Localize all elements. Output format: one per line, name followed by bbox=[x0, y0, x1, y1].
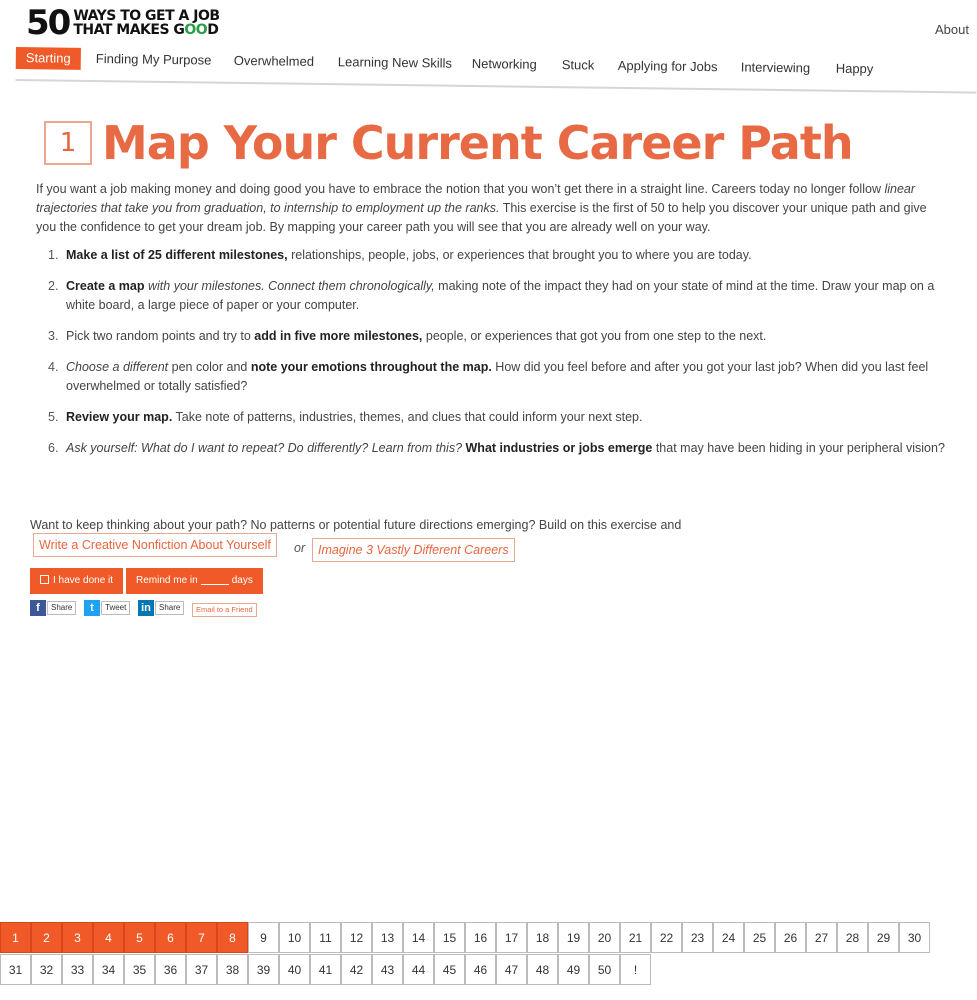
step-pre: Pick two random points and try to bbox=[66, 329, 255, 343]
step-bold: note your emotions throughout the map. bbox=[250, 360, 492, 374]
remind-me-button[interactable] bbox=[126, 568, 263, 594]
logo-line-2-oo: OO bbox=[184, 22, 208, 38]
remind-label-start: Remind me in bbox=[136, 575, 198, 586]
step-text bbox=[66, 327, 766, 346]
exercise-page-link[interactable]: 38 bbox=[217, 954, 248, 985]
exercise-page-link[interactable]: 9 bbox=[248, 922, 279, 953]
nav-tab-stuck[interactable]: Stuck bbox=[561, 57, 595, 73]
exercise-page-link[interactable]: 11 bbox=[310, 922, 341, 953]
exercise-page-link[interactable]: 39 bbox=[248, 954, 279, 985]
exercise-page-link[interactable]: 42 bbox=[341, 954, 372, 985]
facebook-share-label: Share bbox=[47, 601, 76, 615]
nav-tab-happy[interactable]: Happy bbox=[835, 60, 874, 77]
exercise-page-link[interactable]: 5 bbox=[124, 922, 155, 953]
step-bold: Review your map. bbox=[66, 410, 173, 424]
twitter-share-label: Tweet bbox=[101, 601, 130, 615]
step-number: 4. bbox=[48, 360, 59, 374]
step-text bbox=[66, 358, 948, 396]
step-item bbox=[48, 408, 948, 427]
exercise-page-link[interactable]: 12 bbox=[341, 922, 372, 953]
step-rest: How did you feel before and after you got your last job? When did you last feel overwhelmed or totally satisfied? bbox=[66, 360, 929, 393]
step-item bbox=[48, 358, 948, 396]
site-logo[interactable] bbox=[26, 3, 220, 43]
step-number: 3. bbox=[48, 329, 59, 343]
exercise-page-link[interactable]: 15 bbox=[434, 922, 465, 953]
linkedin-share-button[interactable] bbox=[138, 600, 184, 616]
exercise-page-link[interactable]: 47 bbox=[496, 954, 527, 985]
exercise-page-link[interactable]: 8 bbox=[217, 922, 248, 953]
step-italic: with your milestones. Connect them chronologically, bbox=[144, 279, 435, 293]
exercise-page-link[interactable]: 40 bbox=[279, 954, 310, 985]
nav-tab-applying-for-jobs[interactable]: Applying for Jobs bbox=[617, 57, 718, 75]
facebook-icon: f bbox=[30, 600, 46, 616]
exercise-page-link[interactable]: 23 bbox=[682, 922, 713, 953]
exercise-page-link[interactable]: 10 bbox=[279, 922, 310, 953]
step-number: 2. bbox=[48, 279, 59, 293]
step-bold: Make a list of 25 different milestones, bbox=[66, 248, 288, 262]
logo-number: 50 bbox=[26, 3, 70, 43]
logo-line-2 bbox=[73, 22, 218, 38]
exercise-page-link[interactable]: 7 bbox=[186, 922, 217, 953]
nav-tab-networking[interactable]: Networking bbox=[471, 55, 537, 72]
intro-part-1: If you want a job making money and doing good you have to embrace the notion that you won’t get there in a straight line. Careers today no longer follow bbox=[36, 182, 885, 196]
intro-emphasis: linear trajectories that take you from graduation, to internship to employment up the ranks. bbox=[36, 182, 916, 215]
step-number: 5. bbox=[48, 410, 59, 424]
exercise-page-link[interactable]: 22 bbox=[651, 922, 682, 953]
checkbox-icon bbox=[40, 575, 49, 584]
exercise-page-link[interactable]: 31 bbox=[0, 954, 31, 985]
related-exercise-link-creative-nonfiction[interactable]: Write a Creative Nonfiction About Yourself bbox=[33, 533, 277, 557]
step-rest: that may have been hiding in your peripheral vision? bbox=[652, 441, 945, 455]
exercise-page-link[interactable]: 20 bbox=[589, 922, 620, 953]
nav-tab-overwhelmed[interactable]: Overwhelmed bbox=[233, 52, 315, 69]
step-bold: add in five more milestones, bbox=[254, 329, 423, 343]
exercise-pager-row-2 bbox=[0, 954, 977, 985]
step-text bbox=[66, 408, 642, 427]
page-title: Map Your Current Career Path bbox=[102, 116, 853, 170]
linkedin-share-label: Share bbox=[155, 601, 184, 615]
related-exercise-link-vastly-different-careers[interactable]: Imagine 3 Vastly Different Careers bbox=[312, 538, 515, 562]
exercise-page-link[interactable]: 28 bbox=[837, 922, 868, 953]
remind-days-input[interactable] bbox=[201, 575, 229, 585]
step-item bbox=[48, 327, 948, 346]
step-item bbox=[48, 277, 948, 315]
exercise-page-link[interactable]: 25 bbox=[744, 922, 775, 953]
exercise-intro bbox=[36, 180, 941, 237]
step-bold: What industries or jobs emerge bbox=[462, 441, 653, 455]
exercise-steps bbox=[48, 246, 948, 470]
exercise-page-link[interactable]: 17 bbox=[496, 922, 527, 953]
exercise-page-link[interactable]: 41 bbox=[310, 954, 341, 985]
or-separator: or bbox=[294, 541, 306, 555]
exercise-page-link[interactable]: 50 bbox=[589, 954, 620, 985]
exercise-page-link[interactable]: 6 bbox=[155, 922, 186, 953]
step-number: 6. bbox=[48, 441, 59, 455]
step-italic: Choose a different bbox=[66, 360, 169, 374]
step-italic: Ask yourself: What do I want to repeat? Do differently? Learn from this? bbox=[66, 441, 463, 455]
facebook-share-button[interactable] bbox=[30, 600, 76, 616]
exercise-page-link[interactable]: 27 bbox=[806, 922, 837, 953]
step-rest: people, or experiences that got you from one step to the next. bbox=[422, 329, 767, 343]
mark-done-button[interactable] bbox=[30, 568, 123, 594]
exercise-page-link[interactable]: 18 bbox=[527, 922, 558, 953]
exercise-number-badge: 1 bbox=[44, 121, 92, 165]
step-number: 1. bbox=[48, 248, 59, 262]
step-text bbox=[66, 439, 945, 458]
exercise-pager-row-1 bbox=[0, 922, 977, 953]
exercise-page-link[interactable]: 13 bbox=[372, 922, 403, 953]
exercise-heading bbox=[44, 116, 853, 170]
step-text bbox=[66, 246, 752, 265]
exercise-page-link[interactable]: 3 bbox=[62, 922, 93, 953]
follow-up-prompt: Want to keep thinking about your path? No patterns or potential future directions emerging? Build on this exercise and bbox=[30, 518, 682, 532]
linkedin-icon: in bbox=[138, 600, 154, 616]
intro-part-2: This exercise is the first of 50 to help you discover your unique path and give you the confidence to get your dream job. By mapping your career path you will see that you are already well on your way. bbox=[36, 201, 927, 234]
step-rest: making note of the impact they had on your state of mind at the time. Draw your map on a white board, a large piece of paper or your computer. bbox=[66, 279, 935, 312]
category-nav bbox=[16, 45, 977, 94]
exercise-page-link[interactable]: 24 bbox=[713, 922, 744, 953]
remind-label-end: days bbox=[231, 575, 253, 586]
exercise-page-link[interactable]: 49 bbox=[558, 954, 589, 985]
step-text bbox=[66, 277, 948, 315]
exercise-page-link[interactable]: 2 bbox=[31, 922, 62, 953]
mark-done-label: I have done it bbox=[53, 575, 114, 586]
exercise-page-link[interactable]: 45 bbox=[434, 954, 465, 985]
exercise-page-link[interactable]: 36 bbox=[155, 954, 186, 985]
step-item bbox=[48, 439, 948, 458]
exercise-page-link[interactable]: 30 bbox=[899, 922, 930, 953]
nav-tab-learning-new-skills[interactable]: Learning New Skills bbox=[337, 54, 453, 71]
logo-text bbox=[73, 9, 219, 37]
exercise-page-link[interactable]: 32 bbox=[31, 954, 62, 985]
twitter-icon: t bbox=[84, 600, 100, 616]
step-item bbox=[48, 246, 948, 265]
exercise-page-link[interactable]: 46 bbox=[465, 954, 496, 985]
step-bold: Create a map bbox=[66, 279, 145, 293]
nav-tab-finding-my-purpose[interactable]: Finding My Purpose bbox=[95, 51, 212, 68]
step-pre: pen color and bbox=[168, 360, 251, 374]
email-friend-button[interactable]: Email to a Friend bbox=[192, 603, 257, 617]
exercise-page-link[interactable]: 33 bbox=[62, 954, 93, 985]
logo-line-2-start: THAT MAKES G bbox=[73, 22, 185, 38]
exercise-page-link[interactable]: 44 bbox=[403, 954, 434, 985]
exercise-page-link[interactable]: 37 bbox=[186, 954, 217, 985]
exercise-page-link[interactable]: 43 bbox=[372, 954, 403, 985]
exercise-page-link[interactable]: 34 bbox=[93, 954, 124, 985]
nav-tab-starting[interactable]: Starting bbox=[16, 47, 81, 70]
exercise-page-link[interactable]: 29 bbox=[868, 922, 899, 953]
exercise-page-link[interactable]: ! bbox=[620, 954, 651, 985]
nav-tab-interviewing[interactable]: Interviewing bbox=[740, 59, 811, 76]
logo-line-1: WAYS TO GET A JOB bbox=[73, 8, 220, 24]
exercise-page-link[interactable]: 1 bbox=[0, 922, 31, 953]
exercise-page-link[interactable]: 16 bbox=[465, 922, 496, 953]
step-rest: relationships, people, jobs, or experiences that brought you to where you are today. bbox=[287, 248, 752, 262]
step-rest: Take note of patterns, industries, themes, and clues that could inform your next step. bbox=[172, 410, 643, 424]
exercise-page-link[interactable]: 4 bbox=[93, 922, 124, 953]
exercise-page-link[interactable]: 21 bbox=[620, 922, 651, 953]
exercise-page-link[interactable]: 48 bbox=[527, 954, 558, 985]
about-link[interactable]: About bbox=[935, 22, 969, 37]
logo-line-2-end: D bbox=[207, 22, 219, 38]
twitter-share-button[interactable] bbox=[84, 600, 130, 616]
exercise-page-link[interactable]: 19 bbox=[558, 922, 589, 953]
exercise-page-link[interactable]: 26 bbox=[775, 922, 806, 953]
exercise-page-link[interactable]: 14 bbox=[403, 922, 434, 953]
exercise-page-link[interactable]: 35 bbox=[124, 954, 155, 985]
